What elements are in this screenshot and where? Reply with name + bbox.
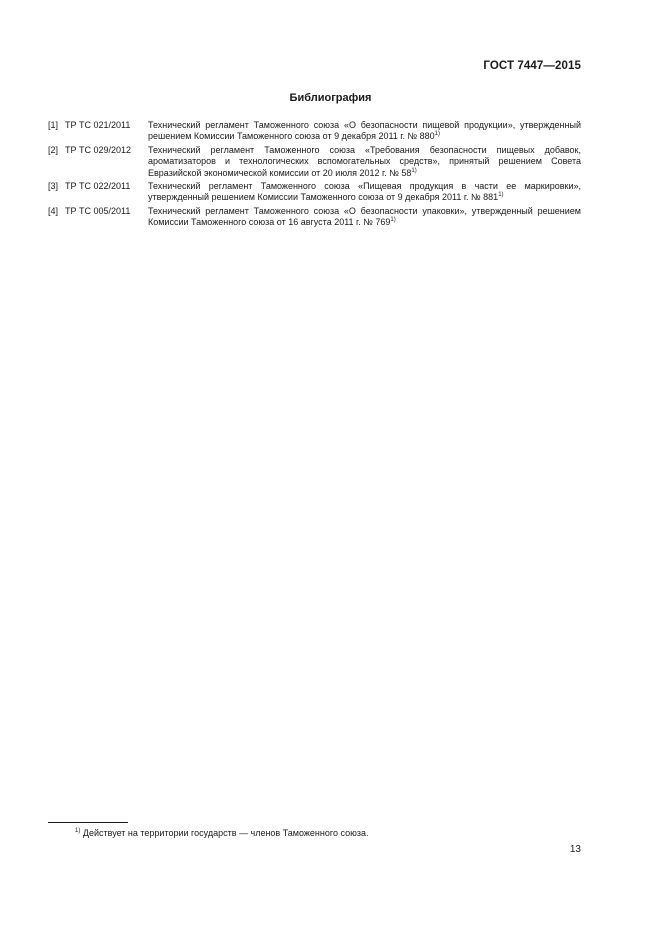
footnote-ref: 1) <box>498 192 504 199</box>
section-title: Библиография <box>289 92 372 104</box>
entry-text-body: Технический регламент Таможенного союза «Пищевая продукция в части ее маркировки», утвержденный решением Комиссии Таможенного союза от 9 декабря 2011 г. № 881 <box>148 181 581 203</box>
footnote-divider <box>48 822 128 823</box>
footnote-ref: 1) <box>434 131 441 138</box>
entry-text <box>148 181 581 204</box>
footnote-ref: 1) <box>390 217 396 224</box>
entry-text <box>148 120 581 143</box>
entry-number: [4] <box>48 205 59 216</box>
bibliography-list <box>48 120 581 231</box>
page-number: 13 <box>569 844 581 855</box>
bibliography-entry <box>48 120 581 143</box>
entry-text <box>148 206 581 229</box>
entry-text-body: Технический регламент Таможенного союза «О безопасности пищевой продукции», утвержденный решением Комиссии Таможенного союза от 9 декабря 2011 г. № 880 <box>148 120 581 142</box>
entry-code: ТР ТС 021/2011 <box>65 120 131 130</box>
footnote-ref: 1) <box>411 167 417 174</box>
bibliography-entry <box>48 206 581 229</box>
entry-code: ТР ТС 022/2011 <box>65 181 131 192</box>
bibliography-entry <box>48 181 581 204</box>
entry-number: [1] <box>48 120 59 130</box>
bibliography-entry <box>48 145 581 179</box>
entry-text-body: Технический регламент Таможенного союза «О безопасности упаковки», утвержденный решением Комиссии Таможенного союза от 16 августа 2011 г. № 769 <box>148 205 581 228</box>
entry-code: ТР ТС 005/2011 <box>65 205 131 216</box>
entry-code: ТР ТС 029/2012 <box>65 144 132 155</box>
entry-text <box>148 145 581 179</box>
footnote <box>75 828 368 838</box>
footnote-text: Действует на территории государств — членов Таможенного союза. <box>82 828 369 838</box>
entry-number: [2] <box>48 144 59 155</box>
entry-number: [3] <box>48 181 59 192</box>
document-code: ГОСТ 7447—2015 <box>483 60 581 72</box>
footnote-marker: 1) <box>75 828 81 834</box>
entry-text-body: Технический регламент Таможенного союза «Требования безопасности пищевых добавок, ароматизаторов и технологических вспомогательных средств», принятый решением Совета Евразийской экономической комиссии от 20 июля 2012 г. № 58 <box>148 144 581 178</box>
